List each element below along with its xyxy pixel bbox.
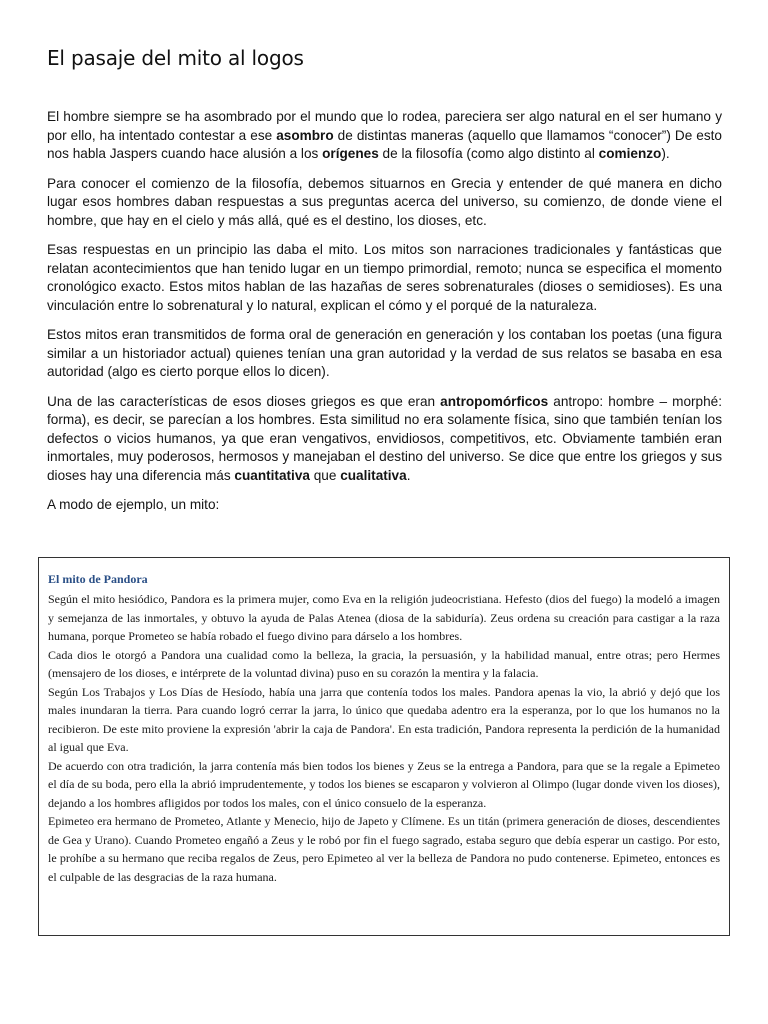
text-segment: Para conocer el comienzo de la filosofía, debemos situarnos en Grecia y entender de qué manera en dicho lugar esos hombres daban respuestas a sus preguntas acerca del universo, su comienzo, de donde viene el hombre, que hay en el cielo y más allá, qué es el destino, los dioses, etc. (47, 175, 722, 228)
text-segment: ). (661, 146, 670, 161)
document-body (47, 108, 722, 515)
myth-paragraph: Según Los Trabajos y Los Días de Hesíodo, había una jarra que contenía todos los males. Pandora apenas la vio, la abrió y dejó que los males inundaran la tierra. Para cuando logró cerrar la jarra, lo único que quedaba adentro era la esperanza, por lo que los humanos no la recibieron. De este mito proviene la expresión 'abrir la caja de Pandora'. En esta tradición, Pandora representa la perdición de la humanidad al igual que Eva. (48, 684, 720, 754)
myth-box (38, 557, 730, 936)
text-segment: que (309, 467, 341, 483)
paragraph (47, 326, 722, 382)
bold-term: cualitativa (340, 467, 407, 483)
bold-term: comienzo (598, 146, 662, 161)
myth-paragraph: De acuerdo con otra tradición, la jarra contenía más bien todos los bienes y Zeus se la entrega a Pandora, para que se la regale a Epimeteo el día de su boda, pero ella la abrió imprudentemente, y todos los bienes se escaparon y volvieron al Olimpo (lugar donde viven los dioses), dejando a los hombres afligidos por todos los males, con el único consuelo de la esperanza. (48, 758, 720, 810)
text-segment: de distintas maneras (aquello que llamamos “conocer”) De esto nos habla Jaspers cuando hace alusión a los (47, 127, 722, 161)
bold-term: asombro (276, 127, 334, 143)
text-segment: Esas respuestas en un principio las daba el mito. Los mitos son narraciones tradicionales y fantásticas que relatan acontecimientos que han tenido lugar en un tiempo primordial, remoto; nunca se especifica el momento cronológico exacto. Estos mitos hablan de las hazañas de seres sobrenaturales (dioses o semidioses). Es una vinculación entre lo sobrenatural y lo natural, explican el cómo y el porqué de la naturaleza. (47, 242, 722, 313)
myth-paragraph: Epimeteo era hermano de Prometeo, Atlante y Menecio, hijo de Japeto y Clímene. Es un titán (primera generación de dioses, descendientes de Gea y Urano). Cuando Prometeo engañó a Zeus y le robó por fin el fuego sagrado, estaba seguro que debía esperar un castigo. Por esto, le prohíbe a su hermano que reciba regalos de Zeus, pero Epimeteo al ver la belleza de Pandora no pudo contenerse. Epimeteo, entonces es el culpable de las desgracias de la raza humana. (48, 814, 720, 884)
text-segment: . (406, 467, 411, 483)
paragraph (47, 241, 722, 315)
document-title: El pasaje del mito al logos (47, 46, 304, 70)
example-intro: A modo de ejemplo, un mito: (47, 497, 220, 512)
text-segment: de la filosofía (como algo distinto al (378, 146, 599, 161)
bold-term: antropomórficos (440, 393, 549, 409)
myth-paragraph: Cada dios le otorgó a Pandora una cualidad como la belleza, la gracia, la persuasión, y la habilidad manual, entre otras; pero Hermes (mensajero de los dioses, e intérprete de la voluntad divina) puso en su corazón la mentira y la falacia. (48, 647, 720, 680)
paragraph (47, 108, 722, 164)
bold-term: orígenes (322, 146, 379, 161)
myth-title: El mito de Pandora (48, 572, 148, 586)
paragraph (47, 175, 722, 231)
text-segment: Una de las características de esos dioses griegos es que eran (47, 393, 441, 409)
text-segment: El hombre siempre se ha asombrado por el mundo que lo rodea, pareciera ser algo natural en el ser humano y por ello, ha intentado contestar a ese (47, 109, 722, 143)
text-segment: antropo: hombre – morphé: forma), es decir, se parecían a los hombres. Esta similitud no era solamente física, sino que también tenían los defectos o vicios humanos, ya que eran vengativos, envidiosos, competitivos, etc. Obviamente también eran inmortales, muy poderosos, hermosos y manejaban el destino del universo. Se dice que entre los griegos y sus dioses hay una diferencia más (47, 393, 722, 483)
paragraph (47, 393, 722, 486)
text-segment: Estos mitos eran transmitidos de forma oral de generación en generación y los contaban los poetas (una figura similar a un historiador actual) quienes tenían una gran autoridad y la verdad de sus relatos se basaba en esa autoridad (algo es cierto porque ellos lo dicen). (47, 327, 722, 379)
myth-paragraph: Según el mito hesiódico, Pandora es la primera mujer, como Eva en la religión judeocristiana. Hefesto (dios del fuego) la modeló a imagen y semejanza de las inmortales, y obtuvo la ayuda de Palas Atenea (diosa de la sabiduría). Zeus ordena su creación para castigar a la raza humana, porque Prometeo se había robado el fuego divino para dárselo a los hombres. (48, 592, 720, 643)
bold-term: cuantitativa (234, 467, 310, 483)
